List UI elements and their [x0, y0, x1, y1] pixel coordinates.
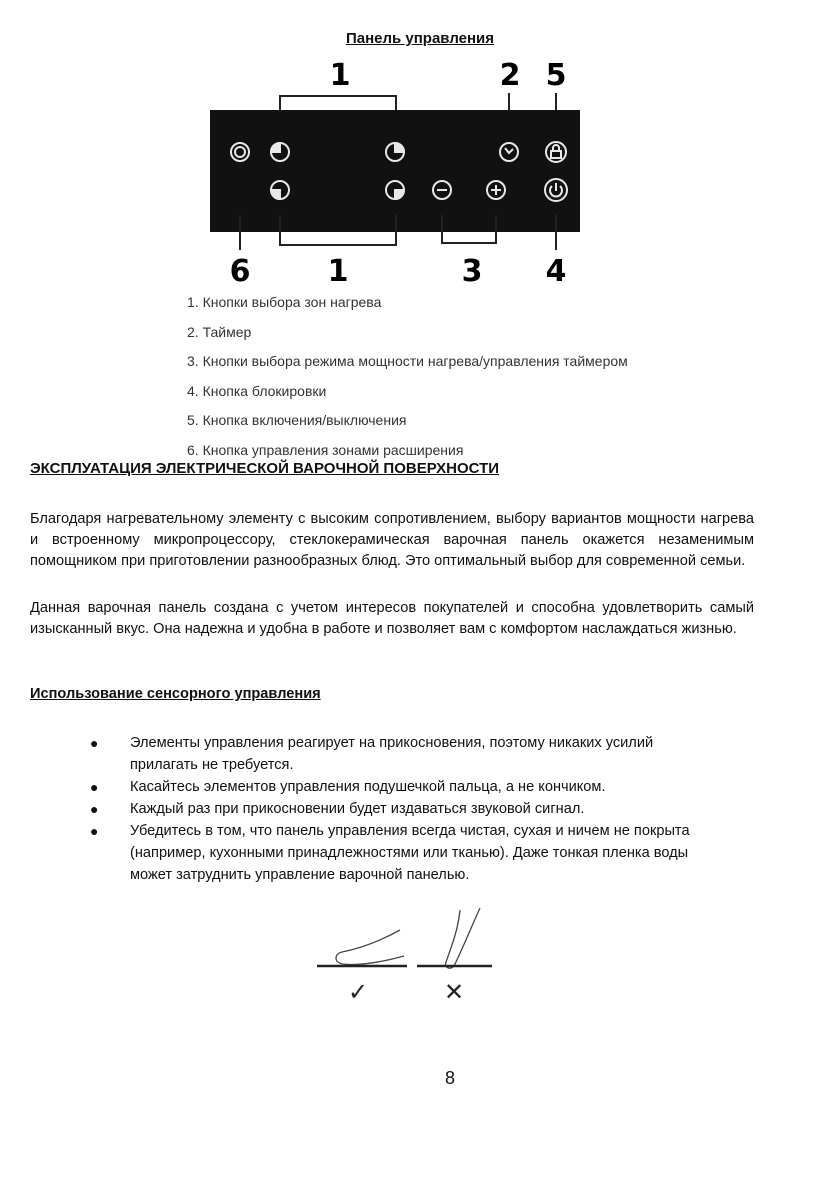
paragraph: Благодаря нагревательному элементу с высоким сопротивлением, выбору вариантов мощности нагрева и встроенному микропроцессору, стеклокерамическая варочная панель окажется незаменимым помощником при приготовлении разнообразных блюд. Это оптимальный выбор для современной семьи. [30, 511, 754, 569]
legend-item: 3. Кнопки выбора режима мощности нагрева/управления таймером [187, 353, 628, 369]
legend-item: 1. Кнопки выбора зон нагрева [187, 294, 382, 310]
page-number: 8 [444, 1068, 455, 1088]
legend-item: 6. Кнопка управления зонами расширения [187, 441, 464, 458]
cross-icon: ✕ [443, 978, 465, 1006]
callout-1-top: 1 [329, 58, 351, 93]
bullet-icon: ● [90, 801, 99, 817]
bullet-icon: ● [90, 823, 99, 839]
bullet-list [90, 732, 710, 886]
control-panel [210, 110, 580, 232]
paragraph: Данная варочная панель создана с учетом интересов покупателей и способна удовлетворить самый изысканный вкус. Она надежна и удобна в работе и позволяет вам с комфортом наслаждаться жизнью. [30, 600, 754, 637]
list-item [90, 798, 710, 820]
callout-5: 5 [545, 58, 567, 93]
callout-2: 2 [499, 58, 521, 93]
list-item-text: Элементы управления реагирует на прикосновения, поэтому никаких усилий прилагать не требуется. [130, 735, 654, 773]
callout-3: 3 [461, 254, 483, 289]
list-item-text: Касайтесь элементов управления подушечкой пальца, а не кончиком. [130, 779, 606, 795]
list-item [90, 820, 710, 886]
legend-list [187, 288, 628, 465]
callout-4: 4 [545, 254, 567, 289]
finger-pad-drawing [336, 930, 404, 965]
bullet-icon: ● [90, 779, 99, 795]
subsection-heading: Использование сенсорного управления [30, 686, 321, 702]
callout-6: 6 [229, 254, 251, 289]
check-icon: ✓ [347, 978, 369, 1006]
bullet-icon: ● [90, 735, 99, 751]
section-heading: ЭКСПЛУАТАЦИЯ ЭЛЕКТРИЧЕСКОЙ ВАРОЧНОЙ ПОВЕРХНОСТИ [30, 460, 500, 477]
callout-1-bottom: 1 [327, 254, 349, 289]
control-panel-diagram [200, 55, 620, 295]
legend-item: 2. Таймер [187, 323, 252, 340]
list-item-text: Каждый раз при прикосновении будет издаваться звуковой сигнал. [130, 801, 585, 817]
list-item-text: Убедитесь в том, что панель управления всегда чистая, сухая и ничем не покрыта (например, кухонными принадлежностями или тканью). Даже тонкая пленка воды может затруднить управление варочной панелью. [130, 823, 690, 883]
finger-touch-illustration [312, 900, 502, 1015]
legend-item: 4. Кнопка блокировки [187, 382, 327, 399]
list-item [90, 732, 710, 776]
legend-item: 5. Кнопка включения/выключения [187, 412, 407, 428]
finger-tip-drawing [446, 908, 480, 968]
panel-title: Панель управления [345, 30, 495, 47]
list-item [90, 776, 710, 798]
